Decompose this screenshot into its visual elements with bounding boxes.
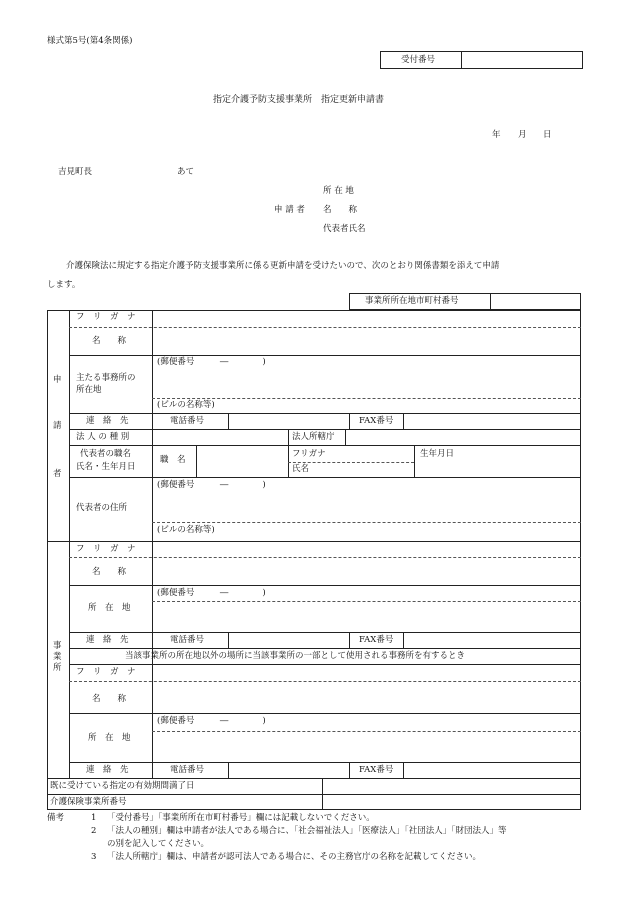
section-office-char3: 所 bbox=[53, 663, 62, 673]
rep-address-postal: (郵便番号 ― ) bbox=[157, 480, 266, 490]
corp-authority-label: 法人所轄庁 bbox=[292, 432, 335, 442]
branch-note: 当該事業所の所在地以外の場所に当該事業所の一部として使用される事務所を有するとき bbox=[125, 651, 466, 661]
branch-location-label: 所 在 地 bbox=[88, 733, 131, 743]
branch-phone-label: 電話番号 bbox=[170, 765, 205, 775]
applicant-furigana-label: フ リ ガ ナ bbox=[76, 312, 136, 322]
applicant-fax-label: FAX番号 bbox=[359, 416, 394, 426]
note-1-number: 1 bbox=[91, 813, 97, 823]
receipt-number-field[interactable] bbox=[462, 52, 582, 68]
rep-title-label-2: 氏名・生年月日 bbox=[76, 462, 136, 472]
addressee-suffix: あて bbox=[177, 167, 195, 177]
office-phone-label: 電話番号 bbox=[170, 635, 205, 645]
date-year: 年 bbox=[492, 130, 501, 140]
applicant-contact-label: 連 絡 先 bbox=[86, 416, 129, 426]
section-applicant-char1: 申 bbox=[53, 375, 62, 385]
corp-authority-field[interactable] bbox=[346, 430, 580, 444]
form-number: 様式第5号(第4条関係) bbox=[47, 36, 133, 46]
office-furigana-field[interactable] bbox=[153, 542, 580, 556]
branch-furigana-field[interactable] bbox=[153, 665, 580, 679]
applicant-label: 申 請 者 bbox=[274, 205, 305, 215]
office-number-label: 介護保険事業所番号 bbox=[50, 797, 127, 807]
date-month: 月 bbox=[518, 130, 527, 140]
corp-type-label: 法 人 の 種 別 bbox=[76, 432, 130, 442]
page-title: 指定介護予防支援事業所 指定更新申請書 bbox=[213, 95, 385, 105]
applicant-phone-label: 電話番号 bbox=[170, 416, 205, 426]
rep-address-label: 代表者の住所 bbox=[76, 503, 128, 513]
branch-postal: (郵便番号 ― ) bbox=[157, 716, 266, 726]
note-2-continued: の別を記入してください。 bbox=[107, 839, 210, 849]
applicant-name-label: 名 称 bbox=[323, 205, 358, 215]
applicant-name-field[interactable] bbox=[153, 328, 580, 354]
branch-fax-field[interactable] bbox=[404, 763, 580, 777]
office-location-label: 所 在 地 bbox=[88, 603, 131, 613]
office-name-field[interactable] bbox=[153, 558, 580, 584]
office-fax-field[interactable] bbox=[404, 633, 580, 647]
body-text-line1: 介護保険法に規定する指定介護予防支援事業所に係る更新申請を受けたいので、次のとおり関係書類を添えて申請 bbox=[66, 261, 500, 271]
rep-name-label: 氏名 bbox=[292, 464, 310, 474]
rep-address-field[interactable] bbox=[153, 492, 580, 520]
main-office-label-2: 所在地 bbox=[76, 385, 102, 395]
position-field[interactable] bbox=[197, 446, 286, 476]
office-furigana-label: フ リ ガ ナ bbox=[76, 544, 136, 554]
rep-address-building: (ビルの名称等) bbox=[157, 525, 215, 535]
office-contact-label: 連 絡 先 bbox=[86, 635, 129, 645]
note-2-text: 「法人の種別」欄は申請者が法人である場合に、「社会福祉法人」「医療法人」「社団法人」「財団法人」等 bbox=[107, 826, 507, 836]
body-text-line2: します。 bbox=[47, 280, 81, 290]
receipt-label: 受付番号 bbox=[401, 55, 436, 65]
office-address-field[interactable] bbox=[153, 602, 580, 631]
date-day: 日 bbox=[543, 130, 552, 140]
addressee: 吉見町長 bbox=[58, 167, 93, 177]
office-fax-label: FAX番号 bbox=[359, 635, 394, 645]
office-phone-field[interactable] bbox=[229, 633, 349, 647]
applicant-name-row-label: 名 称 bbox=[92, 336, 127, 346]
branch-address-field[interactable] bbox=[153, 732, 580, 760]
branch-contact-label: 連 絡 先 bbox=[86, 765, 129, 775]
municipality-label: 事業所所在地市町村番号 bbox=[365, 296, 459, 306]
applicant-location-label: 所 在 地 bbox=[323, 186, 354, 196]
rep-furigana-label: フリガナ bbox=[292, 449, 326, 459]
applicant-furigana-field[interactable] bbox=[153, 311, 580, 326]
section-applicant-char3: 者 bbox=[53, 469, 62, 479]
birth-date-field[interactable] bbox=[415, 460, 580, 476]
branch-fax-label: FAX番号 bbox=[359, 765, 394, 775]
expiry-label: 既に受けている指定の有効期間満了日 bbox=[50, 781, 195, 791]
office-postal: (郵便番号 ― ) bbox=[157, 588, 266, 598]
birth-date-label: 生年月日 bbox=[420, 449, 455, 459]
section-office-char2: 業 bbox=[53, 652, 62, 662]
main-office-label-1: 主たる事務所の bbox=[76, 373, 136, 383]
main-office-building: (ビルの名称等) bbox=[157, 400, 215, 410]
notes-label: 備考 bbox=[47, 813, 65, 823]
expiry-field[interactable] bbox=[323, 779, 580, 793]
branch-name-label: 名 称 bbox=[92, 694, 127, 704]
rep-title-label-1: 代表者の職名 bbox=[80, 449, 132, 459]
rep-name-field[interactable] bbox=[330, 446, 412, 476]
branch-name-field[interactable] bbox=[153, 682, 580, 712]
applicant-phone-field[interactable] bbox=[229, 414, 349, 428]
note-3-text: 「法人所轄庁」欄は、申請者が認可法人である場合に、その主務官庁の名称を記載してください。 bbox=[107, 852, 482, 862]
note-1-text: 「受付番号」「事業所所在市町村番号」欄には記載しないでください。 bbox=[107, 813, 375, 823]
applicant-representative-label: 代表者氏名 bbox=[323, 224, 366, 234]
note-3-number: 3 bbox=[91, 852, 97, 862]
main-office-address-field[interactable] bbox=[153, 369, 580, 395]
office-name-label: 名 称 bbox=[92, 567, 127, 577]
section-applicant-char2: 請 bbox=[53, 421, 62, 431]
main-office-postal: (郵便番号 ― ) bbox=[157, 357, 266, 367]
applicant-fax-field[interactable] bbox=[404, 414, 580, 428]
office-number-field[interactable] bbox=[323, 795, 580, 809]
corp-type-field[interactable] bbox=[153, 430, 287, 444]
branch-furigana-label: フ リ ガ ナ bbox=[76, 667, 136, 677]
note-2-number: 2 bbox=[91, 826, 97, 836]
position-label: 職 名 bbox=[160, 455, 186, 465]
branch-phone-field[interactable] bbox=[229, 763, 349, 777]
section-office-char1: 事 bbox=[53, 641, 62, 651]
